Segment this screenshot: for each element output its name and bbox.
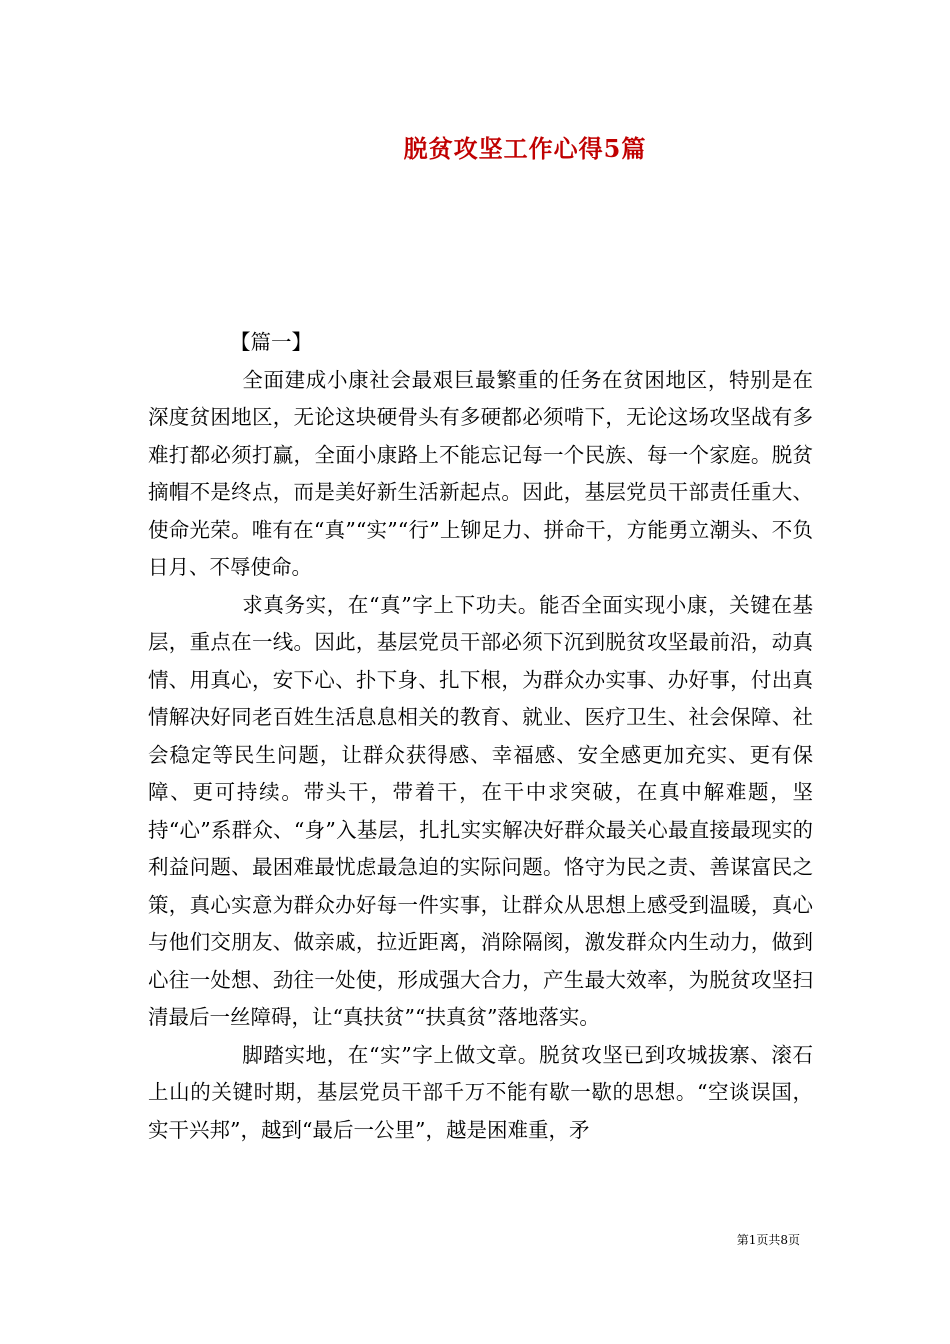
- section-heading: 【篇一】: [230, 330, 312, 354]
- body-paragraph-1: 全面建成小康社会最艰巨最繁重的任务在贫困地区，特别是在深度贫困地区，无论这块硬骨头有多硬都必须啃下，无论这场攻坚战有多难打都必须打赢，全面小康路上不能忘记每一个民族、每一个家庭。脱贫摘帽不是终点，而是美好新生活新起点。因此，基层党员干部责任重大、使命光荣。唯有在“真”“实”“行”上铆足力、拼命干，方能勇立潮头、不负日月、不辱使命。: [148, 367, 813, 579]
- body-paragraph-2: 求真务实，在“真”字上下功夫。能否全面实现小康，关键在基层，重点在一线。因此，基层党员干部必须下沉到脱贫攻坚最前沿，动真情、用真心，安下心、扑下身、扎下根，为群众办实事、办好事，付出真情解决好同老百姓生活息息相关的教育、就业、医疗卫生、社会保障、社会稳定等民生问题，让群众获得感、幸福感、安全感更加充实、更有保障、更可持续。带头干，带着干，在干中求突破，在真中解难题，坚持“心”系群众、“身”入基层，扎扎实实解决好群众最关心最直接最现实的利益问题、最困难最忧虑最急迫的实际问题。恪守为民之责、善谋富民之策，真心实意为群众办好每一件实事，让群众从思想上感受到温暖，真心与他们交朋友、做亲戚，拉近距离，消除隔阂，激发群众内生动力，做到心往一处想、劲往一处使，形成强大合力，产生最大效率，为脱贫攻坚扫清最后一丝障碍，让“真扶贫”“扶真贫”落地落实。: [148, 592, 813, 1029]
- document-title: 脱贫攻坚工作心得5篇: [403, 134, 647, 163]
- document-body: [148, 324, 813, 1149]
- body-paragraph-3: 脚踏实地，在“实”字上做文章。脱贫攻坚已到攻城拔寨、滚石上山的关键时期，基层党员干部千万不能有歇一歇的思想。“空谈误国，实干兴邦”，越到“最后一公里”，越是困难重，矛: [148, 1042, 813, 1142]
- page-number-footer: 第1页共8页: [736, 1233, 800, 1247]
